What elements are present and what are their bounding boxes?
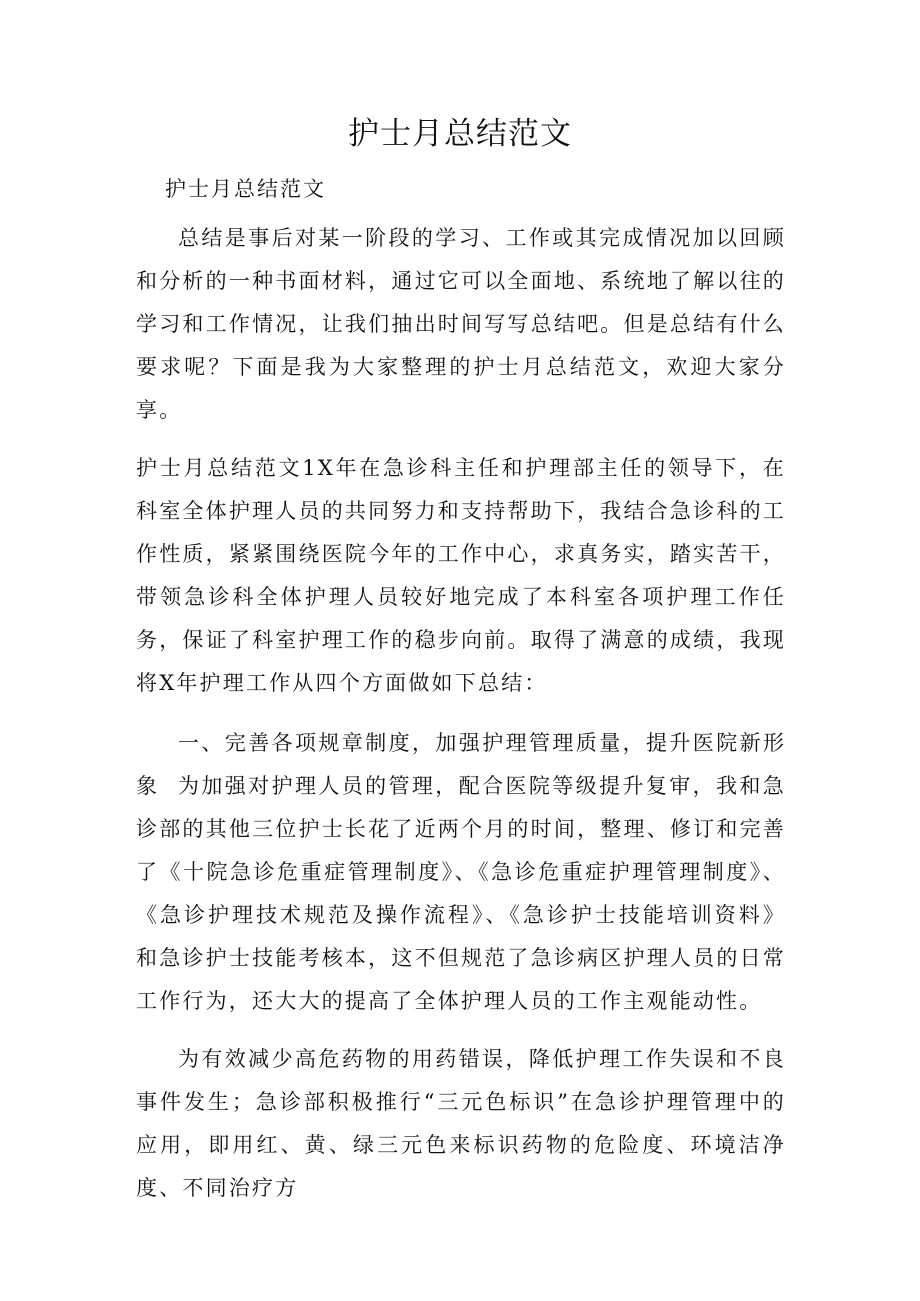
document-subtitle: 护士月总结范文 — [165, 177, 326, 201]
summary-paragraph-3: 为有效减少高危药物的用药错误，降低护理工作失误和不良事件发生；急诊部积极推行“三元色标识”在急诊护理管理中的应用，即用红、黄、绿三元色来标识药物的危险度、环境洁净度、不同治疗方 — [136, 1047, 786, 1200]
summary-paragraph-2: 为加强对护理人员的管理，配合医院等级提升复审，我和急诊部的其他三位护士长花了近两个月的时间，整理、修订和完善了《十院急诊危重症管理制度》、《急诊危重症护理管理制度》、《急诊护理技术规范及操作流程》、《急诊护士技能培训资料》和急诊护士技能考核本，这不但规范了急诊病区护理人员的日常工作行为，还大大的提高了全体护理人员的工作主观能动性。 — [136, 774, 786, 1013]
document-title: 护士月总结范文 — [348, 116, 572, 152]
section-heading-1: 一、完善各项规章制度，加强护理管理质量，提升医院新形象 — [136, 731, 786, 798]
intro-paragraph: 总结是事后对某一阶段的学习、工作或其完成情况加以回顾和分析的一种书面材料，通过它可以全面地、系统地了解以往的学习和工作情况，让我们抽出时间写写总结吧。但是总结有什么要求呢？下面是我为大家整理的护士月总结范文，欢迎大家分享。 — [136, 226, 786, 422]
summary-paragraph-1: 护士月总结范文1X年在急诊科主任和护理部主任的领导下，在科室全体护理人员的共同努力和支持帮助下，我结合急诊科的工作性质，紧紧围绕医院今年的工作中心，求真务实，踏实苦干，带领急诊科全体护理人员较好地完成了本科室各项护理工作任务，保证了科室护理工作的稳步向前。取得了满意的成绩，我现将X年护理工作从四个方面做如下总结： — [136, 456, 786, 695]
